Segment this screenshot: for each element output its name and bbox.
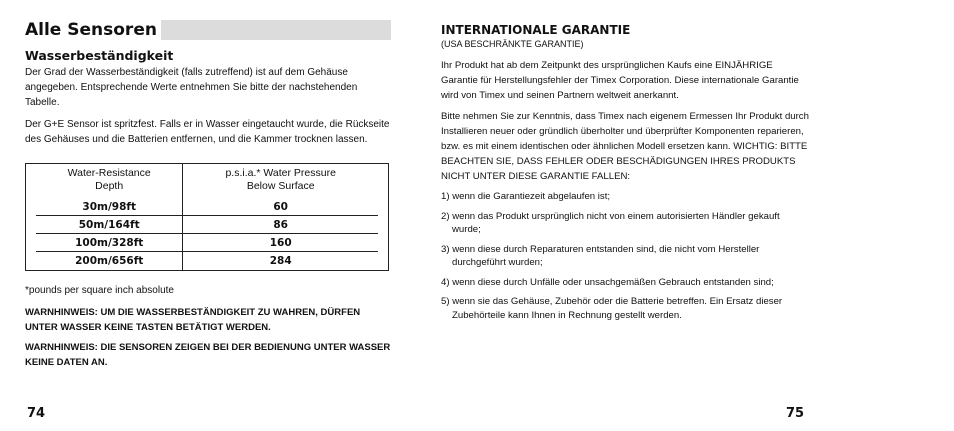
- warranty-subheading: (USA BESCHRÄNKTE GARANTIE): [441, 39, 584, 49]
- left-page: [25, 20, 391, 375]
- exclusions-list: [441, 190, 811, 322]
- table-row: [26, 198, 389, 216]
- depth-cell: 50m/164ft: [36, 216, 183, 234]
- pressure-cell: 284: [269, 255, 292, 267]
- water-resistance-paragraph-2: Der G+E Sensor ist spritzfest. Falls er in Wasser eingetaucht wurde, die Rückseite des Gehäuses und die Batterien entfernen, und die Kammer trocknen lassen.: [25, 119, 390, 145]
- water-resistance-heading: Wasserbeständigkeit: [25, 48, 174, 63]
- table-row: [26, 234, 389, 252]
- list-item: 5) wenn sie das Gehäuse, Zubehör oder die Batterie betreffen. Ein Ersatz dieser Zubehörteile kann Ihnen in Rechnung gestellt werden.: [441, 296, 783, 321]
- table-header-row: [26, 164, 389, 199]
- section-title: Alle Sensoren: [25, 20, 391, 40]
- depth-cell: 200m/656ft: [36, 252, 183, 271]
- list-item: 1) wenn die Garantiezeit abgelaufen ist;: [441, 191, 611, 202]
- list-item: 2) wenn das Produkt ursprünglich nicht von einem autorisierten Händler gekauft wurde;: [441, 210, 780, 235]
- pressure-cell: 160: [183, 234, 378, 252]
- water-resistance-table: [25, 163, 389, 271]
- list-item: 4) wenn diese durch Unfälle oder unsachgemäßen Gebrauch entstanden sind;: [441, 276, 774, 288]
- pressure-cell: 60: [183, 198, 378, 216]
- depth-cell: 100m/328ft: [36, 234, 183, 252]
- depth-cell: 30m/98ft: [36, 198, 183, 216]
- warranty-heading: INTERNATIONALE GARANTIE: [441, 23, 631, 37]
- table-row: [26, 216, 389, 234]
- list-item: 3) wenn diese durch Reparaturen entstanden sind, die nicht vom Hersteller durchgeführt wurden;: [441, 243, 760, 268]
- warranty-paragraph-1: Ihr Produkt hat ab dem Zeitpunkt des ursprünglichen Kaufs eine EINJÄHRIGE Garantie für Herstellungsfehler der Timex Corporation. Diese internationale Garantie wird von Timex und seinen Partnern weltweit anerkannt.: [441, 60, 799, 101]
- pressure-cell: 86: [183, 216, 378, 234]
- table-footnote: *pounds per square inch absolute: [25, 285, 174, 296]
- page-number-left: 74: [27, 406, 46, 421]
- warning-2: WARNHINWEIS: DIE SENSOREN ZEIGEN BEI DER BEDIENUNG UNTER WASSER KEINE DATEN AN.: [25, 342, 391, 368]
- water-resistance-paragraph-1: Der Grad der Wasserbeständigkeit (falls zutreffend) ist auf dem Gehäuse angegeben. Entsprechende Werte entnehmen Sie bitte der nachstehenden Tabelle.: [25, 67, 358, 108]
- table-row: [26, 252, 389, 271]
- right-page: [441, 22, 811, 328]
- warning-1: WARNHINWEIS: UM DIE WASSERBESTÄNDIGKEIT ZU WAHREN, DÜRFEN UNTER WASSER KEINE TASTEN BETÄTIGT WERDEN.: [25, 307, 361, 333]
- warranty-paragraph-2: Bitte nehmen Sie zur Kenntnis, dass Timex nach eigenem Ermessen Ihr Produkt durch Installieren neuer oder gründlich überholter und überprüfter Komponenten reparieren, bzw. es mit einem identischen oder ähnlichen Modell ersetzen kann. WICHTIG: BITTE BEACHTEN SIE, DASS FEHLER ODER BESCHÄDIGUNGEN IHRES PRODUKTS NICHT UNTER DIESE GARANTIE FALLEN:: [441, 111, 809, 182]
- table-header-depth: Water-Resistance Depth: [36, 164, 183, 199]
- page-number-right: 75: [786, 406, 805, 421]
- table-header-pressure: p.s.i.a.* Water Pressure Below Surface: [225, 167, 336, 192]
